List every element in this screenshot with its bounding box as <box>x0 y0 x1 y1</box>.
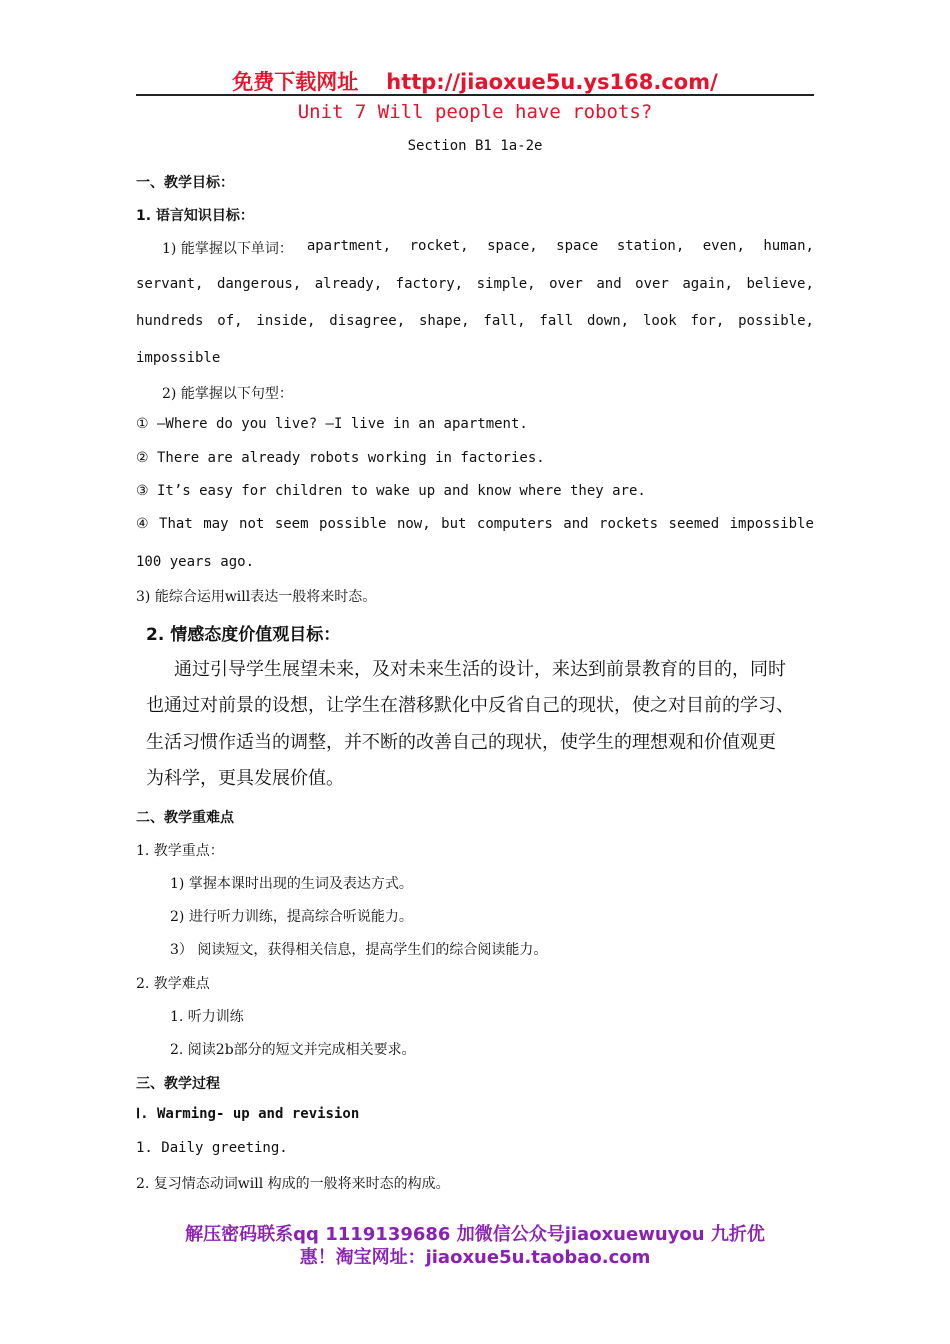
word: of, <box>217 313 243 329</box>
header-label: 免费下载网址 <box>232 70 359 94</box>
words-line-2 <box>136 276 814 292</box>
word: factory, <box>395 276 464 292</box>
process-heading: 三、教学过程 <box>136 1076 220 1092</box>
words-line-4: impossible <box>136 350 221 366</box>
word: but <box>441 516 467 532</box>
word: apartment, <box>306 238 392 254</box>
word: hundreds <box>136 313 204 329</box>
step1-item-1: 1. Daily greeting. <box>136 1140 288 1156</box>
word: human, <box>763 238 814 254</box>
word: and <box>563 516 589 532</box>
section-label: Section B1 1a-2e <box>407 138 543 154</box>
word: seem <box>274 516 309 532</box>
goal2-heading: 2. 情感态度价值观目标： <box>146 625 341 645</box>
word: shape, <box>418 313 470 329</box>
header-url[interactable]: http://jiaoxue5u.ys168.com/ <box>386 70 718 94</box>
step1-heading: Ⅰ. Warming- up and revision <box>136 1106 360 1122</box>
word: believe, <box>746 276 814 292</box>
goal2-paragraph-line-2: 也通过对前景的设想，让学生在潜移默化中反省自己的现状，使之对目前的学习、 <box>146 695 794 716</box>
sentence-4-line-1 <box>136 516 814 532</box>
key1-heading: 1. 教学重点： <box>136 843 224 859</box>
sentences-intro: 2) 能掌握以下句型： <box>162 386 293 402</box>
word: inside, <box>256 313 316 329</box>
sentence-1: ① —Where do you live? —I live in an apartment. <box>136 416 528 432</box>
word: impossible <box>729 516 814 532</box>
word: now, <box>396 516 431 532</box>
word: over <box>635 276 669 292</box>
word: already, <box>314 276 383 292</box>
words-intro: 1) 能掌握以下单词： <box>162 241 293 257</box>
footer-line-2: 惠！淘宝网址：jiaoxue5u.taobao.com <box>299 1247 651 1268</box>
word: not <box>239 516 265 532</box>
word: That <box>159 516 193 532</box>
word: computers <box>476 516 553 532</box>
word: space <box>556 238 599 254</box>
goal2-paragraph-line-4: 为科学，更具发展价值。 <box>146 768 344 789</box>
word: possible <box>319 516 387 532</box>
footer-line-1: 解压密码联系qq 1119139686 加微信公众号jiaoxuewuyou 九折优 <box>185 1224 765 1245</box>
header-banner <box>0 66 950 96</box>
word: fall, <box>483 313 526 329</box>
words-line-3 <box>136 313 814 329</box>
word: station, <box>616 238 685 254</box>
key2-item-2: 2. 阅读2b部分的短文并完成相关要求。 <box>170 1042 416 1058</box>
word: look <box>642 313 677 329</box>
word: and <box>596 276 622 292</box>
words-line-1 <box>162 238 814 258</box>
word: fall <box>539 313 574 329</box>
sentence-3: ③ It’s easy for children to wake up and know where they are. <box>136 483 646 499</box>
key2-heading: 2. 教学难点 <box>136 976 210 992</box>
word: dangerous, <box>216 276 302 292</box>
key-points-heading: 二、教学重难点 <box>136 810 234 826</box>
word: may <box>203 516 229 532</box>
word: for, <box>690 313 725 329</box>
word: down, <box>586 313 630 329</box>
key1-item-2: 2) 进行听力训练，提高综合听说能力。 <box>170 909 413 925</box>
step1-item-2: 2. 复习情态动词will 构成的一般将来时态的构成。 <box>136 1176 450 1192</box>
word: space, <box>487 238 538 254</box>
goal2-paragraph-line-1: 通过引导学生展望未来，及对未来生活的设计，来达到前景教育的目的，同时 <box>174 659 786 680</box>
key1-item-3: 3） 阅读短文，获得相关信息，提高学生们的综合阅读能力。 <box>170 942 548 958</box>
word: rockets <box>599 516 659 532</box>
word: again, <box>682 276 733 292</box>
word: possible, <box>738 313 814 329</box>
key2-item-1: 1. 听力训练 <box>170 1009 244 1025</box>
word: seemed <box>668 516 720 532</box>
word: rocket, <box>409 238 469 254</box>
word: disagree, <box>329 313 406 329</box>
key1-item-1: 1) 掌握本课时出现的生词及表达方式。 <box>170 876 413 892</box>
sentence-2: ② There are already robots working in factories. <box>136 450 545 466</box>
document-title: Unit 7 Will people have robots? <box>297 101 653 123</box>
goal1-item-3: 3) 能综合运用will表达一般将来时态。 <box>136 589 377 605</box>
goal1-heading: 1. 语言知识目标： <box>136 208 254 224</box>
header-divider <box>136 94 814 96</box>
goal2-paragraph-line-3: 生活习惯作适当的调整，并不断的改善自己的现状，使学生的理想观和价值观更 <box>146 732 776 753</box>
goals-heading: 一、教学目标： <box>136 175 234 191</box>
word: simple, <box>476 276 536 292</box>
word: ④ <box>136 516 149 532</box>
sentence-4-line-2: 100 years ago. <box>136 554 255 570</box>
word: even, <box>702 238 745 254</box>
word: over <box>549 276 583 292</box>
word: servant, <box>136 276 204 292</box>
